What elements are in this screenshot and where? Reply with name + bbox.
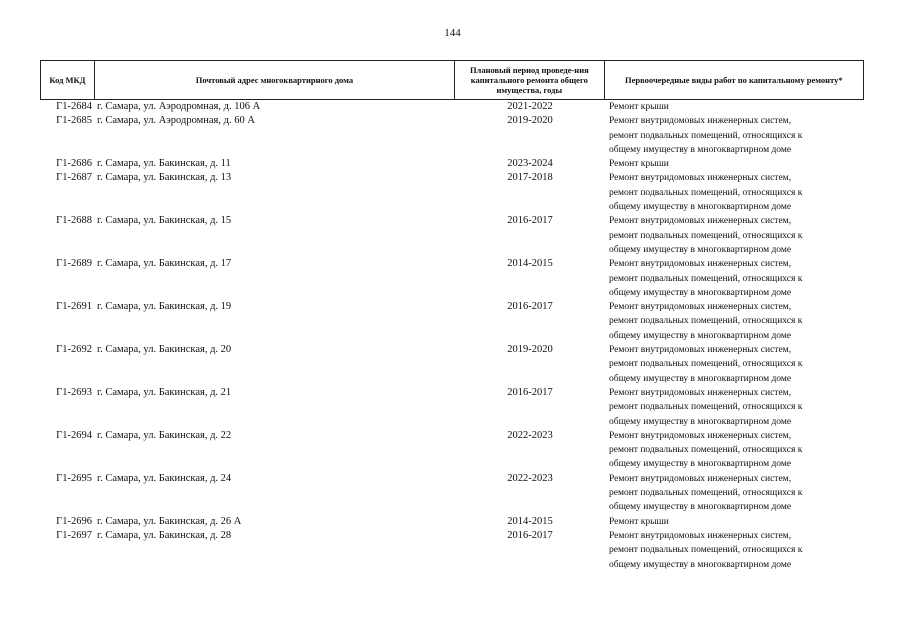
repair-period: 2016-2017 xyxy=(507,301,553,313)
repair-period: 2019-2020 xyxy=(507,344,553,356)
repair-period: 2014-2015 xyxy=(507,515,553,527)
building-code: Г1-2695 xyxy=(56,472,92,484)
repair-work-line: Ремонт крыши xyxy=(609,159,669,170)
repair-work-line: ремонт подвальных помещений, относящихся к xyxy=(609,359,803,370)
repair-work-line: Ремонт внутридомовых инженерных систем, xyxy=(609,345,792,356)
building-code: Г1-2686 xyxy=(56,158,92,170)
repair-work-line: Ремонт внутридомовых инженерных систем, xyxy=(609,173,792,184)
table-row xyxy=(40,171,864,214)
building-address: г. Самара, ул. Бакинская, д. 20 xyxy=(97,344,232,356)
building-address: г. Самара, ул. Бакинская, д. 24 xyxy=(97,472,232,484)
building-code: Г1-2693 xyxy=(56,386,92,398)
repair-period: 2016-2017 xyxy=(507,215,553,227)
building-address: г. Самара, ул. Бакинская, д. 19 xyxy=(97,301,232,313)
repair-works xyxy=(605,171,864,214)
building-address: г. Самара, ул. Бакинская, д. 22 xyxy=(97,429,232,441)
building-code: Г1-2694 xyxy=(56,429,92,441)
repair-work-line: Ремонт внутридомовых инженерных систем, xyxy=(609,216,792,227)
repair-period: 2017-2018 xyxy=(507,172,553,184)
repair-works xyxy=(605,529,864,572)
building-code: Г1-2692 xyxy=(56,344,92,356)
repair-work-line: общему имуществу в многоквартирном доме xyxy=(609,244,792,255)
column-header-works: Первоочередные виды работ по капитальному ремонту* xyxy=(625,75,843,85)
building-address: г. Самара, ул. Бакинская, д. 13 xyxy=(97,172,232,184)
repair-work-line: общему имуществу в многоквартирном доме xyxy=(609,502,792,513)
table-row xyxy=(40,343,864,386)
table-row xyxy=(40,100,864,114)
table-row xyxy=(40,472,864,515)
repair-works xyxy=(605,472,864,515)
repair-work-line: общему имуществу в многоквартирном доме xyxy=(609,287,792,298)
repair-work-line: ремонт подвальных помещений, относящихся к xyxy=(609,130,803,141)
building-address: г. Самара, ул. Бакинская, д. 26 А xyxy=(97,515,242,527)
repair-period: 2014-2015 xyxy=(507,258,553,270)
repair-work-line: общему имуществу в многоквартирном доме xyxy=(609,202,792,213)
building-address: г. Самара, ул. Бакинская, д. 21 xyxy=(97,386,232,398)
column-header-address: Почтовый адрес многоквартирного дома xyxy=(95,61,455,99)
repair-period: 2016-2017 xyxy=(507,386,553,398)
repair-work-line: Ремонт внутридомовых инженерных систем, xyxy=(609,387,792,398)
repair-work-line: ремонт подвальных помещений, относящихся к xyxy=(609,316,803,327)
repair-period: 2023-2024 xyxy=(507,158,553,170)
building-code: Г1-2696 xyxy=(56,515,92,527)
table-row xyxy=(40,386,864,429)
repair-work-line: общему имуществу в многоквартирном доме xyxy=(609,416,792,427)
table-row xyxy=(40,257,864,300)
repair-work-line: ремонт подвальных помещений, относящихся к xyxy=(609,545,803,556)
table-row xyxy=(40,214,864,257)
repair-work-line: общему имуществу в многоквартирном доме xyxy=(609,144,792,155)
table-row xyxy=(40,515,864,529)
repair-period: 2016-2017 xyxy=(507,529,553,541)
repair-works xyxy=(605,214,864,257)
building-code: Г1-2689 xyxy=(56,258,92,270)
table-row xyxy=(40,114,864,157)
repair-works xyxy=(605,300,864,343)
repair-period: 2022-2023 xyxy=(507,472,553,484)
building-code: Г1-2688 xyxy=(56,215,92,227)
column-header-code: Код МКД xyxy=(41,61,95,99)
table-row xyxy=(40,300,864,343)
repair-work-line: ремонт подвальных помещений, относящихся к xyxy=(609,445,803,456)
building-code: Г1-2697 xyxy=(56,529,92,541)
repair-work-line: ремонт подвальных помещений, относящихся к xyxy=(609,187,803,198)
table-row xyxy=(40,157,864,171)
table-row xyxy=(40,429,864,472)
building-address: г. Самара, ул. Бакинская, д. 28 xyxy=(97,529,232,541)
table-row xyxy=(40,529,864,572)
repair-works xyxy=(605,386,864,429)
repair-works xyxy=(605,429,864,472)
building-code: Г1-2684 xyxy=(56,101,92,112)
repair-work-line: Ремонт внутридомовых инженерных систем, xyxy=(609,530,792,541)
building-address: г. Самара, ул. Аэродромная, д. 106 А xyxy=(97,101,261,112)
repair-works xyxy=(605,343,864,386)
repair-works xyxy=(605,157,864,171)
building-code: Г1-2687 xyxy=(56,172,92,184)
building-address: г. Самара, ул. Бакинская, д. 11 xyxy=(97,158,231,170)
repair-work-line: общему имуществу в многоквартирном доме xyxy=(609,459,792,470)
building-address: г. Самара, ул. Бакинская, д. 15 xyxy=(97,215,232,227)
column-header-period: Плановый период проведе-ния капитального ремонта общего имущества, годы xyxy=(455,61,605,99)
repair-period: 2021-2022 xyxy=(507,101,553,112)
repair-work-line: Ремонт внутридомовых инженерных систем, xyxy=(609,473,792,484)
building-code: Г1-2691 xyxy=(56,301,92,313)
repair-work-line: Ремонт крыши xyxy=(609,102,669,112)
building-address: г. Самара, ул. Бакинская, д. 17 xyxy=(97,258,232,270)
repair-work-line: ремонт подвальных помещений, относящихся к xyxy=(609,402,803,413)
table-header xyxy=(40,60,864,100)
repair-works xyxy=(605,100,864,114)
building-address: г. Самара, ул. Аэродромная, д. 60 А xyxy=(97,115,255,127)
page-number: 144 xyxy=(444,27,461,39)
repair-works xyxy=(605,114,864,157)
repair-work-line: ремонт подвальных помещений, относящихся к xyxy=(609,230,803,241)
table-body xyxy=(40,100,864,572)
repair-work-line: ремонт подвальных помещений, относящихся к xyxy=(609,488,803,499)
repair-work-line: Ремонт внутридомовых инженерных систем, xyxy=(609,259,792,270)
repair-works xyxy=(605,257,864,300)
repair-work-line: общему имуществу в многоквартирном доме xyxy=(609,559,792,570)
building-code: Г1-2685 xyxy=(56,115,92,127)
repair-work-line: общему имуществу в многоквартирном доме xyxy=(609,373,792,384)
repair-period: 2022-2023 xyxy=(507,429,553,441)
repair-work-line: ремонт подвальных помещений, относящихся к xyxy=(609,273,803,284)
repair-work-line: Ремонт крыши xyxy=(609,516,669,527)
repair-work-line: Ремонт внутридомовых инженерных систем, xyxy=(609,430,792,441)
repair-work-line: Ремонт внутридомовых инженерных систем, xyxy=(609,302,792,313)
repair-work-line: Ремонт внутридомовых инженерных систем, xyxy=(609,116,792,127)
repair-works xyxy=(605,515,864,529)
repair-period: 2019-2020 xyxy=(507,115,553,127)
repair-work-line: общему имуществу в многоквартирном доме xyxy=(609,330,792,341)
